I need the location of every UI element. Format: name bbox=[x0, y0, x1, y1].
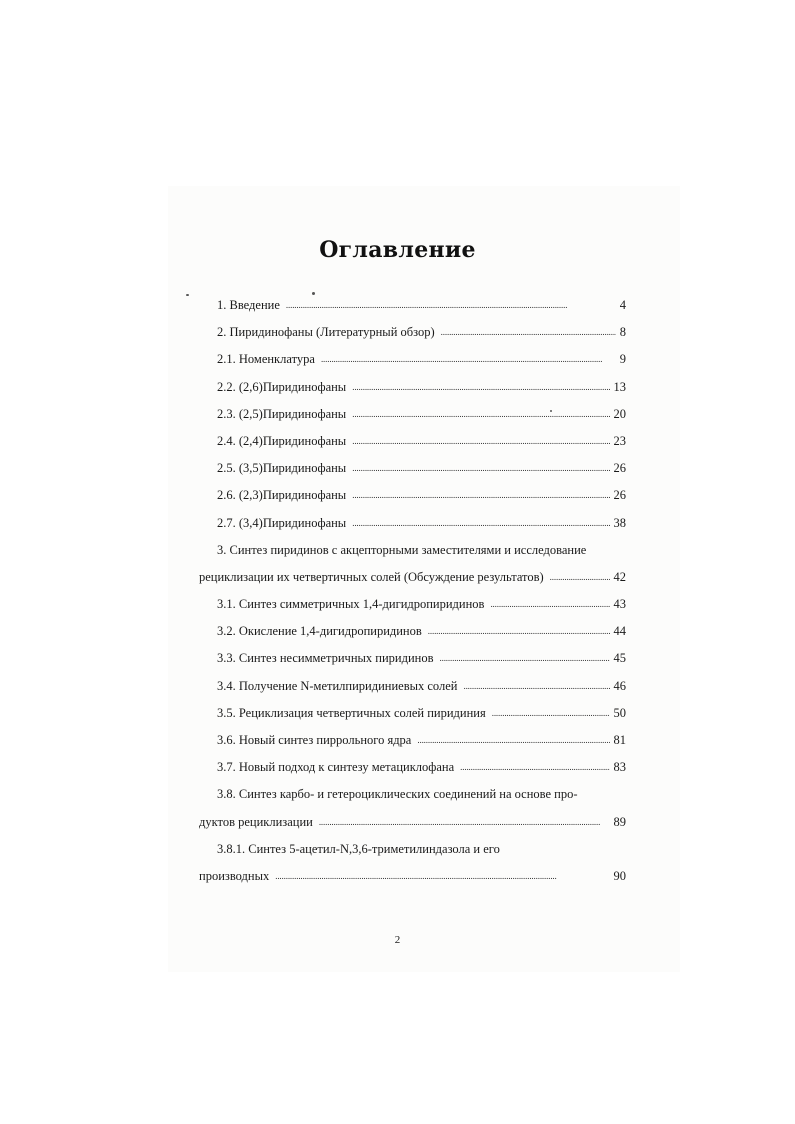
toc-entry-label: 2.7. (3,4)Пиридинофаны bbox=[217, 515, 347, 530]
toc-entry-label: 2.5. (3,5)Пиридинофаны bbox=[217, 461, 347, 476]
toc-leader-dots bbox=[286, 300, 616, 310]
toc-entry-label: 3.2. Окисление 1,4-дигидропиридинов bbox=[217, 624, 422, 639]
toc-entry-label: производных bbox=[199, 868, 270, 883]
toc-entry bbox=[199, 516, 626, 543]
toc-entry-label: 2. Пиридинофаны (Литературный обзор) bbox=[217, 325, 435, 340]
toc-entry bbox=[199, 733, 626, 760]
page-title: Оглавление bbox=[319, 237, 476, 263]
toc-entry bbox=[199, 488, 626, 515]
toc-entry bbox=[199, 842, 626, 869]
toc-entry-page: 20 bbox=[613, 406, 626, 421]
toc-leader-dots bbox=[490, 599, 609, 609]
toc-entry-label: 3.6. Новый синтез пиррольного ядра bbox=[217, 733, 412, 747]
toc-leader-dots bbox=[417, 735, 609, 745]
toc-entry-page: 90 bbox=[613, 868, 626, 883]
toc-entry-continuation bbox=[199, 570, 626, 597]
toc-entry-label: 2.6. (2,3)Пиридинофаны bbox=[217, 488, 347, 503]
toc-entry-page: 23 bbox=[613, 433, 626, 448]
toc-entry-label: 3.8. Синтез карбо- и гетероциклических соединений на основе про- bbox=[217, 787, 578, 802]
page-number: 2 bbox=[394, 934, 401, 946]
toc-entry-page: 81 bbox=[613, 733, 626, 747]
toc-leader-dots bbox=[275, 871, 609, 881]
toc-leader-dots bbox=[352, 409, 609, 419]
toc-entry-label: 3.5. Рециклизация четвертичных солей пиридиния bbox=[217, 705, 486, 720]
toc-leader-dots bbox=[352, 518, 609, 528]
toc-leader-dots bbox=[352, 436, 609, 446]
toc-entry-page: 89 bbox=[613, 814, 626, 829]
toc-entry-label: 3. Синтез пиридинов с акцепторными заместителями и исследование bbox=[217, 542, 587, 557]
toc-entry bbox=[199, 407, 626, 434]
toc-entry-label: 3.1. Синтез симметричных 1,4-дигидропиридинов bbox=[217, 597, 485, 612]
toc-entry-page: 83 bbox=[613, 760, 626, 775]
toc-entry bbox=[199, 624, 626, 651]
toc-entry bbox=[199, 352, 626, 379]
toc-entry bbox=[199, 543, 626, 570]
toc-leader-dots bbox=[352, 382, 609, 392]
toc-entry-label: 1. Введение bbox=[217, 298, 280, 312]
toc-leader-dots bbox=[428, 626, 610, 636]
toc-leader-dots bbox=[441, 327, 616, 337]
scan-speck bbox=[186, 294, 189, 296]
toc-entry-label: 3.8.1. Синтез 5-ацетил-N,3,6-триметилиндазола и его bbox=[217, 841, 500, 856]
toc-entry-page: 9 bbox=[619, 352, 626, 367]
scan-speck bbox=[312, 292, 315, 295]
toc-entry bbox=[199, 787, 626, 814]
toc-leader-dots bbox=[440, 653, 610, 663]
toc-entry-page: 4 bbox=[619, 298, 626, 312]
toc-entry-page: 26 bbox=[613, 461, 626, 476]
toc-leader-dots bbox=[321, 354, 616, 364]
toc-entry-label: дуктов рециклизации bbox=[199, 814, 313, 829]
toc-leader-dots bbox=[319, 817, 610, 827]
toc-entry-label: 2.2. (2,6)Пиридинофаны bbox=[217, 379, 347, 394]
toc-entry-page: 46 bbox=[613, 678, 626, 693]
toc-entry bbox=[199, 434, 626, 461]
toc-leader-dots bbox=[352, 463, 609, 473]
toc-entry-label: 2.3. (2,5)Пиридинофаны bbox=[217, 406, 347, 421]
toc-leader-dots bbox=[492, 708, 610, 718]
toc-entry-page: 38 bbox=[613, 515, 626, 530]
toc-entry-page: 8 bbox=[619, 325, 626, 340]
toc-entry bbox=[199, 706, 626, 733]
toc-entry-page: 44 bbox=[613, 624, 626, 639]
toc-entry bbox=[199, 380, 626, 407]
toc-entry-label: 2.4. (2,4)Пиридинофаны bbox=[217, 433, 347, 448]
toc-leader-dots bbox=[463, 681, 609, 691]
toc-entry-page: 43 bbox=[613, 597, 626, 612]
toc-entry-page: 42 bbox=[613, 569, 626, 584]
toc-leader-dots bbox=[460, 762, 609, 772]
toc-entry bbox=[199, 679, 626, 706]
toc-entry bbox=[199, 461, 626, 488]
table-of-contents bbox=[199, 298, 626, 896]
toc-entry bbox=[199, 597, 626, 624]
toc-entry-page: 26 bbox=[613, 488, 626, 503]
toc-leader-dots bbox=[352, 490, 609, 500]
toc-entry-label: 3.4. Получение N-метилпиридиниевых солей bbox=[217, 678, 458, 693]
toc-leader-dots bbox=[550, 572, 610, 582]
toc-entry-label: 3.3. Синтез несимметричных пиридинов bbox=[217, 651, 434, 666]
toc-entry-label: 2.1. Номенклатура bbox=[217, 352, 315, 367]
toc-entry bbox=[199, 760, 626, 787]
toc-entry-label: 3.7. Новый подход к синтезу метациклофана bbox=[217, 760, 455, 775]
toc-entry-continuation bbox=[199, 815, 626, 842]
toc-entry-page: 50 bbox=[613, 705, 626, 720]
toc-entry-continuation bbox=[199, 869, 626, 896]
toc-entry bbox=[199, 325, 626, 352]
toc-entry bbox=[199, 651, 626, 678]
toc-entry-page: 45 bbox=[613, 651, 626, 666]
toc-entry-page: 13 bbox=[613, 379, 626, 394]
toc-entry-label: рециклизации их четвертичных солей (Обсуждение результатов) bbox=[199, 569, 544, 584]
toc-entry bbox=[199, 298, 626, 325]
